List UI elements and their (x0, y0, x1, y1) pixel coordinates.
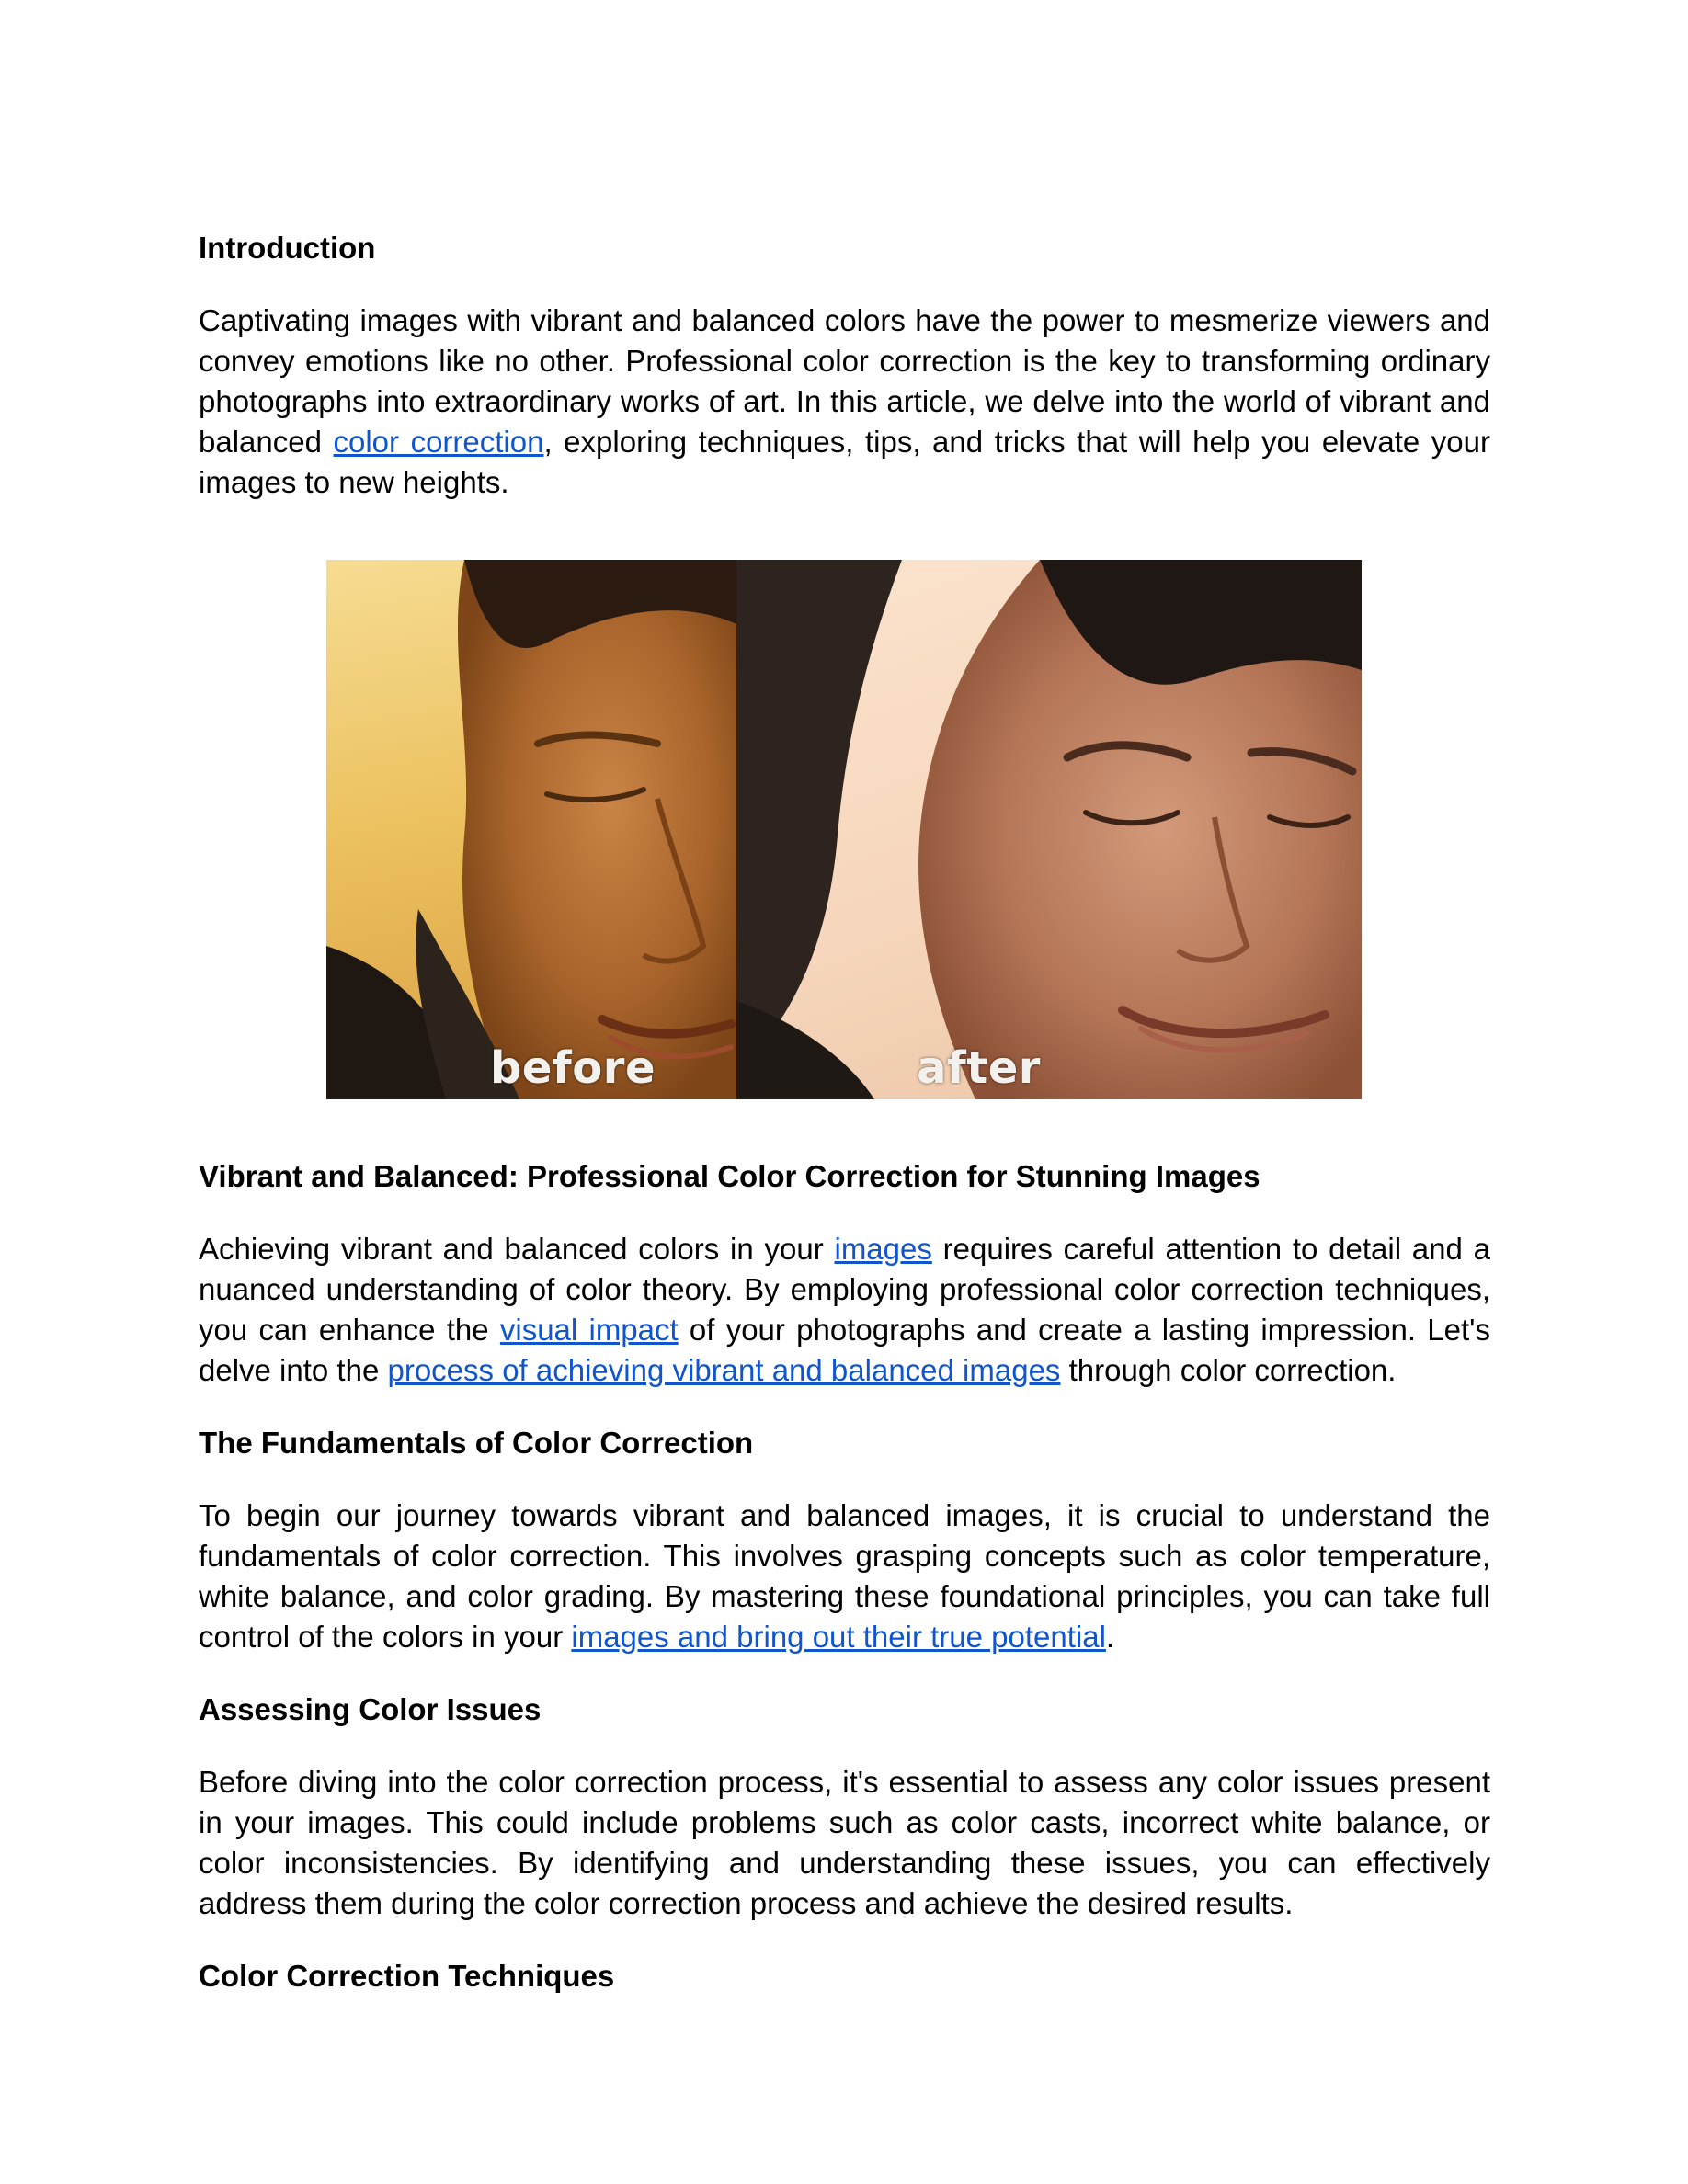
paragraph-text: requires careful attention to detail and a nuanced understanding of color theory. By employing professional color correction techniques, you can enhance the (199, 1232, 1490, 1347)
visual-impact-link[interactable]: visual impact (499, 1313, 679, 1347)
before-panel (326, 560, 736, 1099)
paragraph-text: . (1105, 1620, 1115, 1654)
section-heading-techniques: Color Correction Techniques (199, 1959, 615, 1993)
section-paragraph-fundamentals (199, 1496, 1490, 1657)
intro-paragraph (199, 301, 1490, 503)
color-correction-link[interactable]: color correction (333, 425, 544, 459)
after-face-illustration (736, 560, 1362, 1099)
section-paragraph-vibrant (199, 1229, 1490, 1391)
before-label: before (490, 1042, 656, 1094)
paragraph-text: through color correction. (1060, 1353, 1397, 1387)
intro-heading: Introduction (199, 231, 376, 265)
intro-text-a: Captivating images with vibrant and balanced colors have the power to mesmerize viewers and convey emotions like no other. Professional color correction is the key to transforming ordinary photographs into extraordinary works of art. In this article, we delve into the world of vibrant and balanced (199, 303, 1490, 459)
section-heading-fundamentals: The Fundamentals of Color Correction (199, 1426, 754, 1460)
section-heading-vibrant: Vibrant and Balanced: Professional Color Correction for Stunning Images (199, 1159, 1260, 1193)
after-panel (736, 560, 1362, 1099)
process-link[interactable]: process of achieving vibrant and balanced images (387, 1353, 1061, 1387)
before-after-image (326, 560, 1362, 1099)
after-label: after (917, 1042, 1041, 1094)
section-paragraph-assessing: Before diving into the color correction process, it's essential to assess any color issues present in your images. This could include problems such as color casts, incorrect white balance, or color inconsistencies. By identifying and understanding these issues, you can effectively address them during the color correction process and achieve the desired results. (199, 1765, 1490, 1920)
images-link[interactable]: images (834, 1232, 932, 1266)
paragraph-text: To begin our journey towards vibrant and balanced images, it is crucial to understand the fundamentals of color correction. This involves grasping concepts such as color temperature, white balance, and color grading. By mastering these foundational principles, you can take full control of the colors in your (199, 1498, 1490, 1654)
paragraph-text: Achieving vibrant and balanced colors in your (199, 1232, 835, 1266)
true-potential-link[interactable]: images and bring out their true potential (571, 1620, 1106, 1654)
intro-text-b: , exploring techniques, tips, and tricks that will help you elevate your images to new heights. (199, 425, 1490, 499)
document-page (199, 228, 1490, 1996)
paragraph-text: of your photographs and create a lasting impression. Let's delve into the (199, 1313, 1490, 1387)
section-heading-assessing: Assessing Color Issues (199, 1692, 542, 1726)
before-face-illustration (326, 560, 736, 1099)
